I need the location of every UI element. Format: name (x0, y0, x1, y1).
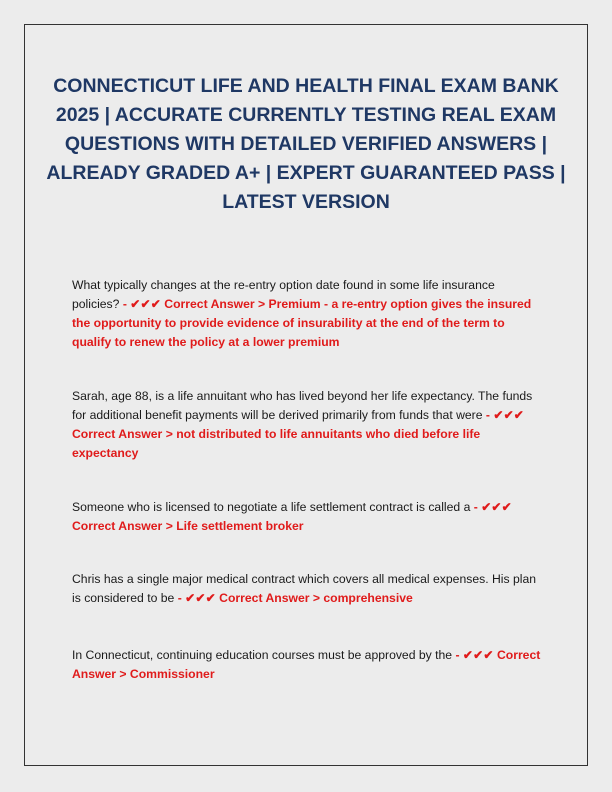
answer-text: - ✔✔✔ Correct Answer > not distributed to life annuitants who died before life expectancy (72, 408, 524, 460)
qa-item (72, 276, 542, 352)
qa-item (72, 570, 542, 608)
question-text: Sarah, age 88, is a life annuitant who has lived beyond her life expectancy. The funds for additional benefit payments will be derived primarily from funds that were (72, 389, 533, 422)
qa-item (72, 646, 542, 684)
qa-item (72, 498, 542, 536)
qa-item (72, 387, 542, 463)
answer-text: - ✔✔✔ Correct Answer > Life settlement broker (72, 500, 512, 533)
question-text: What typically changes at the re-entry option date found in some life insurance policies? (72, 278, 495, 311)
question-text: Someone who is licensed to negotiate a life settlement contract is called a (72, 500, 471, 514)
question-text: In Connecticut, continuing education courses must be approved by the (72, 648, 453, 662)
answer-text: - ✔✔✔ Correct Answer > Premium - a re-entry option gives the insured the opportunity to provide evidence of insurability at the end of the term to qualify to renew the policy at a lower premium (72, 297, 532, 349)
answer-text: - ✔✔✔ Correct Answer > Commissioner (72, 648, 541, 681)
question-text: Chris has a single major medical contract which covers all medical expenses. His plan is considered to be (72, 572, 536, 605)
document-title: CONNECTICUT LIFE AND HEALTH FINAL EXAM BANK 2025 | ACCURATE CURRENTLY TESTING REAL EXAM QUESTIONS WITH DETAILED VERIFIED ANSWERS | ALREADY GRADED A+ | EXPERT GUARANTEED PASS | LATEST VERSION (46, 75, 566, 213)
answer-text: - ✔✔✔ Correct Answer > comprehensive (177, 591, 413, 605)
